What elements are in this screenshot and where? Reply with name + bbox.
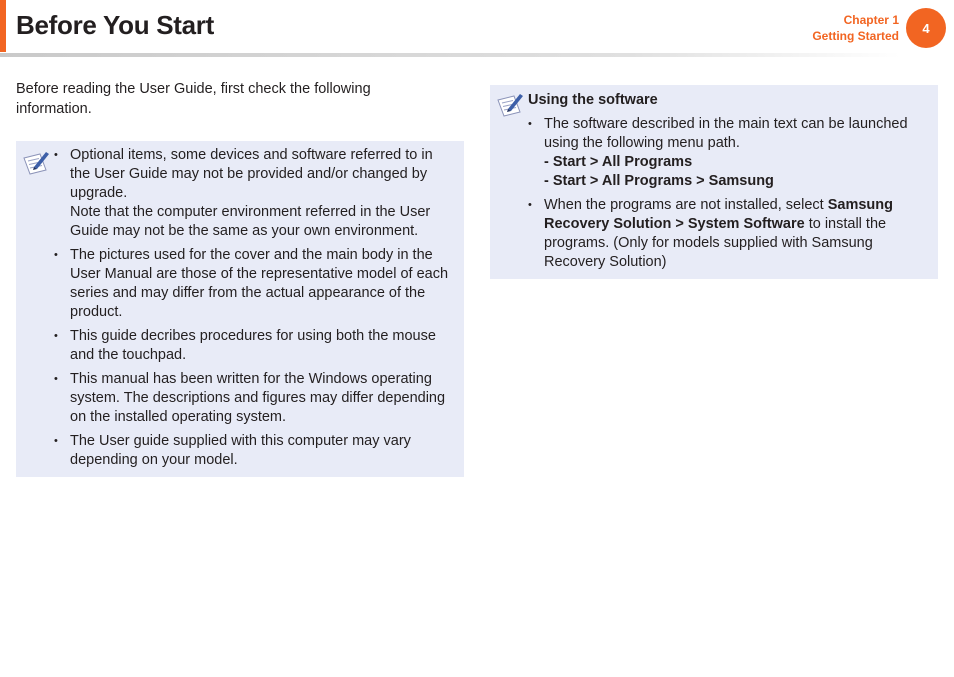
list-item [528, 196, 928, 272]
list-item: • The pictures used for the cover and the main body in the User Manual are those of the representative model of each series and may differ from the actual appearance of the product. [54, 246, 456, 322]
page-number-badge: 4 [906, 8, 946, 48]
menu-path-programs: - Start > All Programs [544, 154, 693, 170]
chapter-info [812, 12, 899, 44]
recovery-path: Samsung Recovery Solution > System Software [544, 197, 893, 232]
list-item-text: • Optional items, some devices and software referred to in the User Guide may not be provided and/or changed by upgrade. [70, 147, 433, 201]
list-item [528, 115, 928, 191]
menu-path-samsung: - Start > All Programs > Samsung [544, 173, 774, 189]
note-box-software [490, 85, 938, 279]
list-item: • This guide decribes procedures for using both the mouse and the touchpad. [54, 327, 456, 365]
list-item-text: • The software described in the main text can be launched using the following menu path. [544, 116, 908, 151]
list-item-extra: Note that the computer environment referred in the User Guide may not be the same as your own environment. [70, 204, 431, 239]
list-item-text: to install the programs. (Only for models supplied with Samsung Recovery Solution) [544, 216, 887, 270]
software-note-heading: Using the software [528, 92, 658, 108]
note-box-general [16, 141, 464, 477]
list-item-text: When the programs are not installed, select [544, 197, 828, 213]
general-notes-list [54, 146, 456, 470]
chapter-name: Getting Started [812, 29, 899, 43]
header-divider [0, 53, 900, 57]
header-accent-bar [0, 0, 6, 52]
software-notes-list [528, 115, 928, 272]
intro-text: Before reading the User Guide, first check the following information. [16, 81, 371, 117]
note-pencil-icon [22, 149, 50, 175]
page-title: Before You Start [16, 10, 214, 40]
list-item [54, 146, 456, 241]
list-item: • This manual has been written for the Windows operating system. The descriptions and figures may differ depending on the installed operating system. [54, 370, 456, 427]
note-pencil-icon [496, 91, 524, 117]
chapter-label: Chapter 1 [843, 13, 899, 27]
list-item: • The User guide supplied with this computer may vary depending on your model. [54, 432, 456, 470]
